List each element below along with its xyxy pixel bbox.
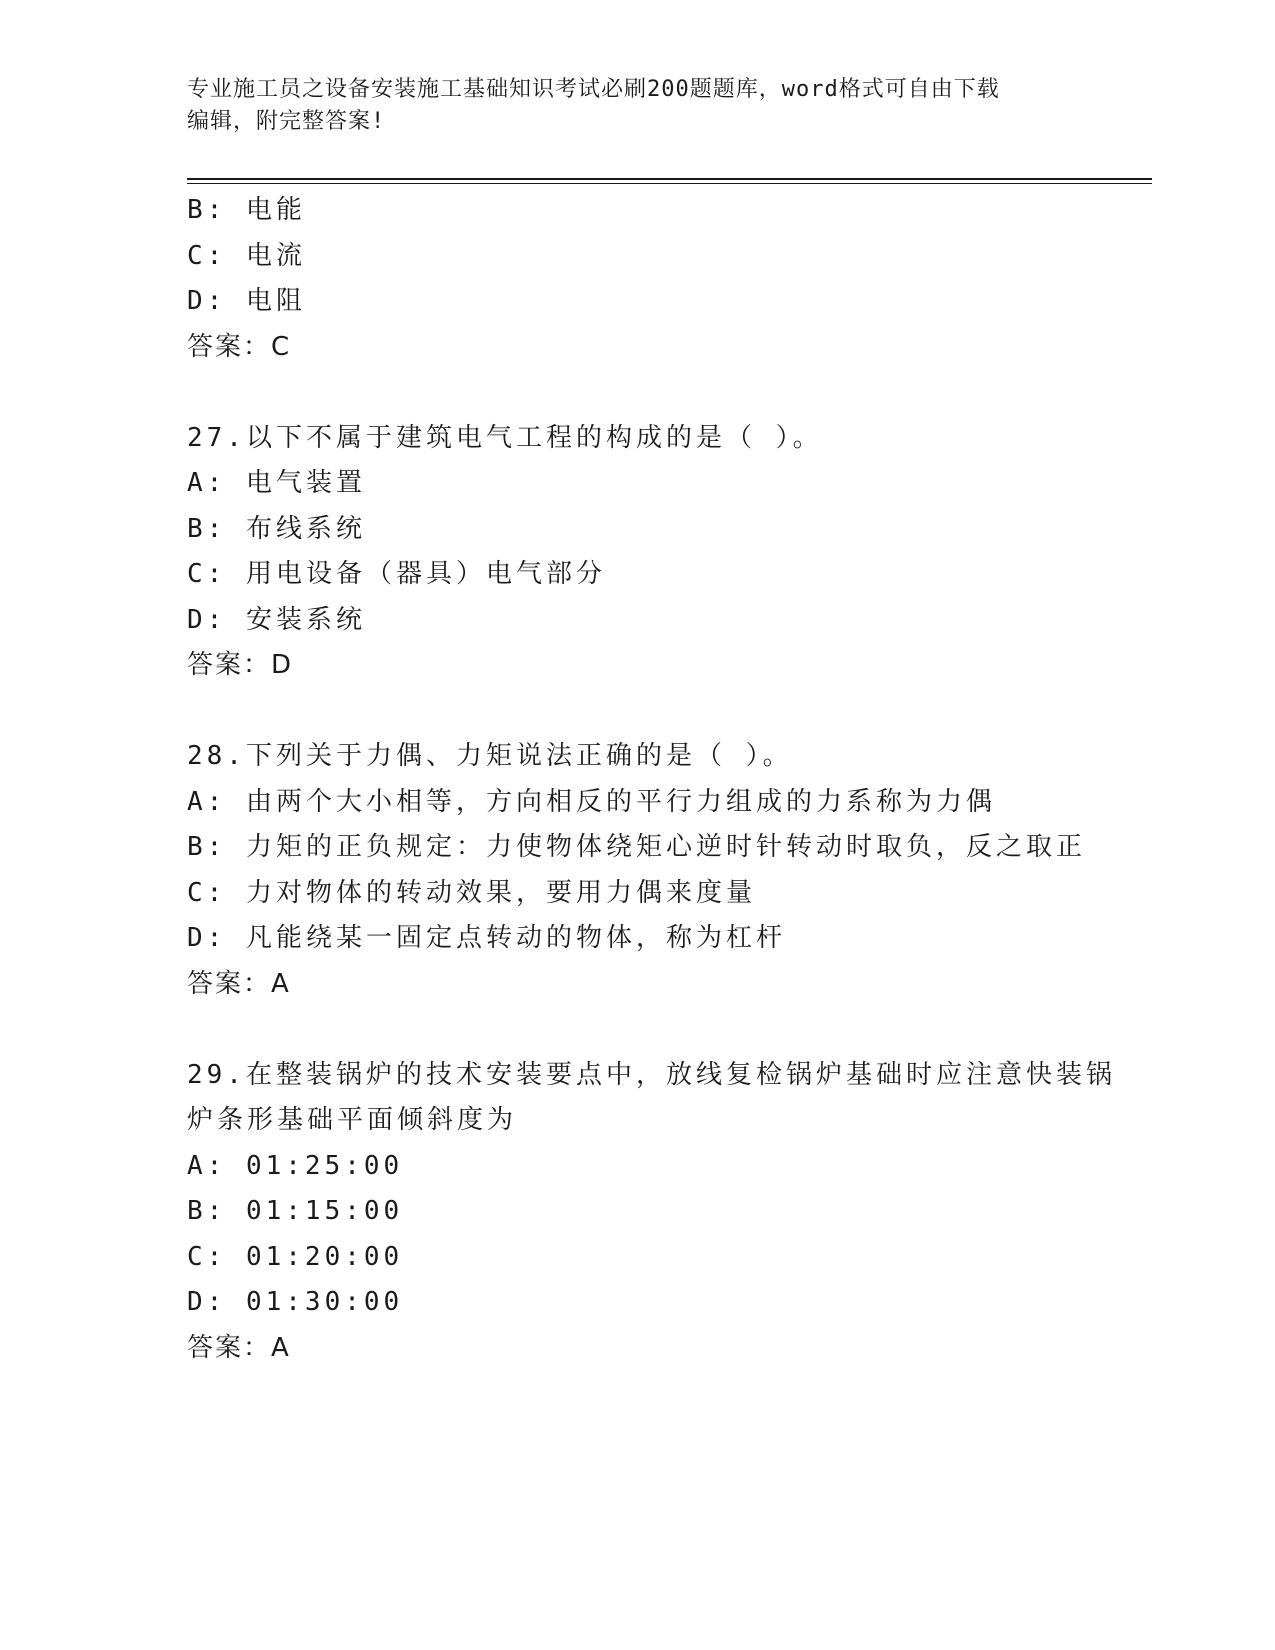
- question-text-line-1: 29.在整装锅炉的技术安装要点中，放线复检锅炉基础时应注意快装锅: [187, 1059, 1116, 1090]
- option-b: B: 电能: [187, 195, 306, 225]
- question-text: 27.以下不属于建筑电气工程的构成的是（ ）。: [187, 422, 823, 453]
- option-d: D: 电阻: [187, 286, 306, 316]
- option-a: A: 由两个大小相等，方向相反的平行力组成的力系称为力偶: [187, 786, 996, 817]
- header-divider-thin: [187, 183, 1152, 184]
- option-c: C: 01:20:00: [187, 1241, 404, 1272]
- option-a: A: 01:25:00: [187, 1150, 404, 1181]
- question-29-block: [187, 1053, 1147, 1372]
- option-c: C: 用电设备（器具）电气部分: [187, 559, 606, 589]
- spacer: [187, 1007, 1147, 1053]
- question-28-block: [187, 734, 1147, 1007]
- header-title-line-2: 编辑，附完整答案!: [187, 109, 386, 134]
- option-d: D: 01:30:00: [187, 1287, 404, 1317]
- answer: 答案：C: [187, 331, 292, 362]
- question-27-block: [187, 416, 1147, 689]
- header-title-line-1: 专业施工员之设备安装施工基础知识考试必刷200题题库，word格式可自由下载: [187, 77, 1000, 102]
- option-a: A: 电气装置: [187, 468, 366, 498]
- spacer: [187, 370, 1147, 416]
- option-b: B: 01:15:00: [187, 1196, 404, 1226]
- option-d: D: 凡能绕某一固定点转动的物体，称为杠杆: [187, 923, 786, 953]
- option-c: C: 电流: [187, 240, 306, 271]
- spacer: [187, 689, 1147, 735]
- option-b: B: 布线系统: [187, 513, 366, 544]
- header-divider-thick: [187, 178, 1152, 180]
- answer: 答案：D: [187, 650, 294, 680]
- option-c: C: 力对物体的转动效果，要用力偶来度量: [187, 877, 756, 908]
- question-text-line-2: 炉条形基础平面倾斜度为: [187, 1105, 518, 1135]
- question-text: 28.下列关于力偶、力矩说法正确的是（ ）。: [187, 741, 793, 771]
- document-header: [187, 74, 1087, 138]
- option-b: B: 力矩的正负规定：力使物体绕矩心逆时针转动时取负，反之取正: [187, 832, 1086, 862]
- option-d: D: 安装系统: [187, 604, 366, 635]
- answer: 答案：A: [187, 1332, 291, 1363]
- answer: 答案：A: [187, 968, 291, 999]
- question-list: [187, 188, 1147, 1371]
- question-26-block: [187, 188, 1147, 370]
